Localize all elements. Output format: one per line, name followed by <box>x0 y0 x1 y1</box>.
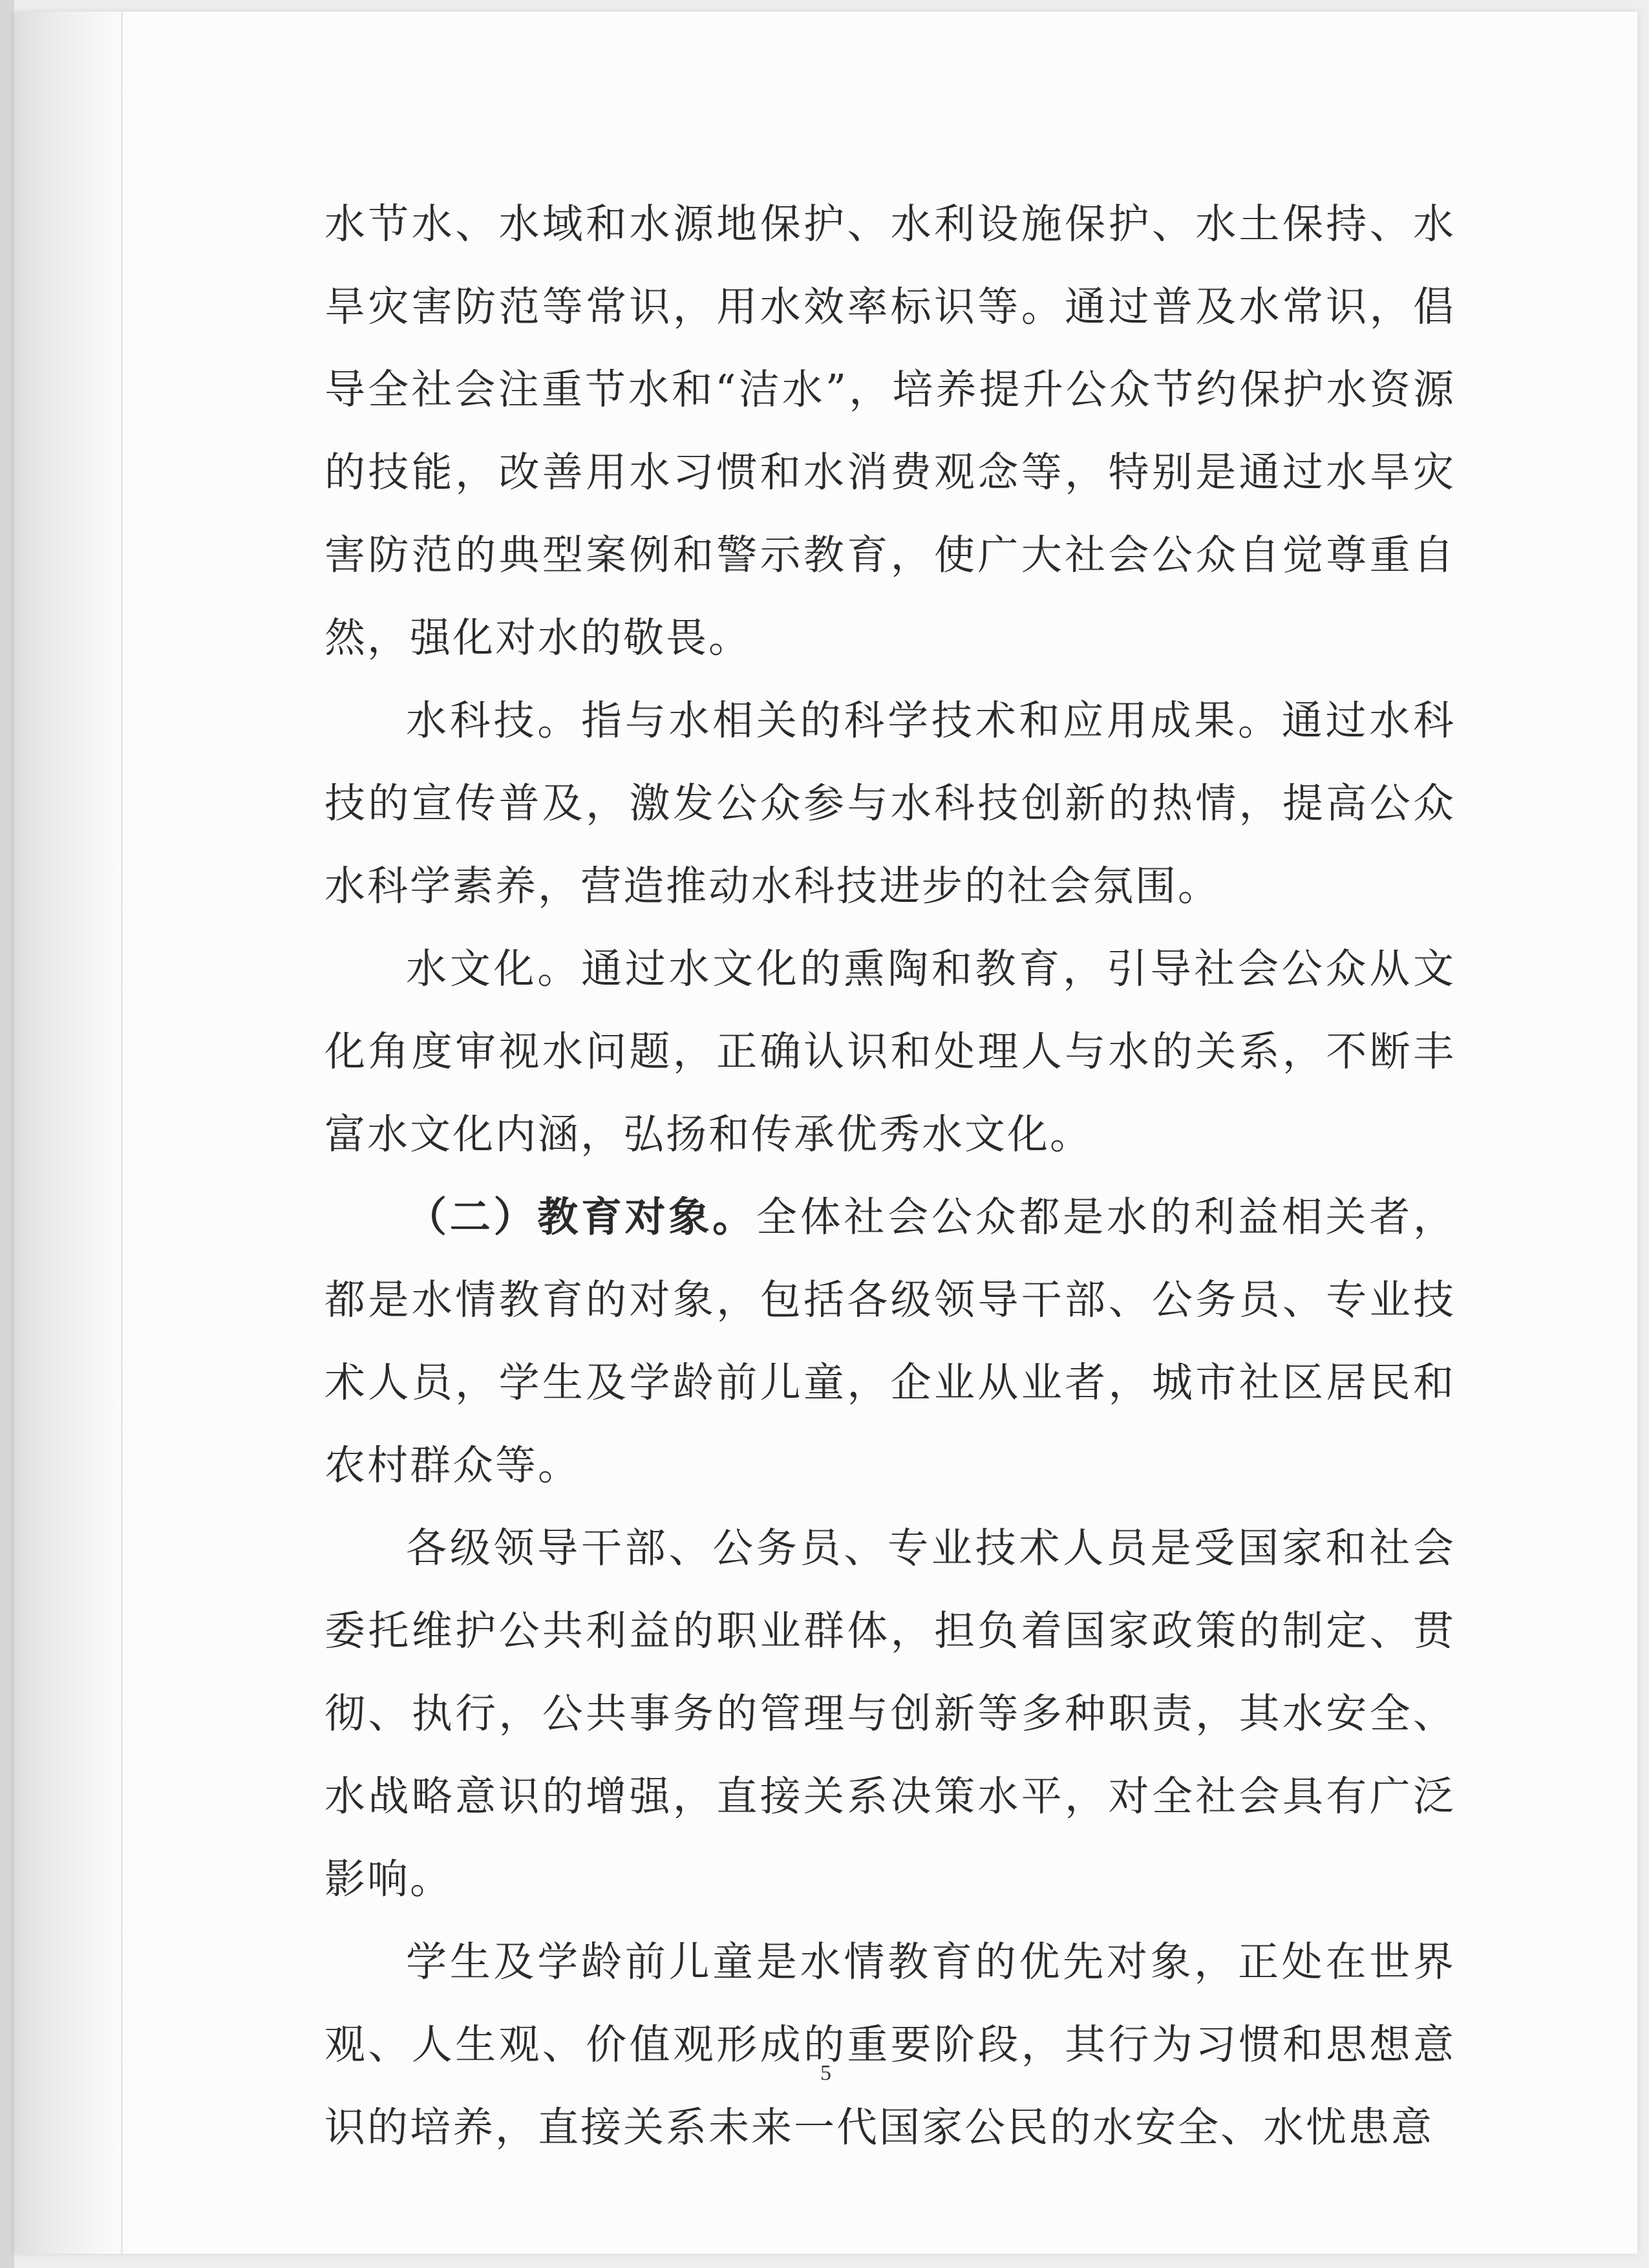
paragraph-students-children: 学生及学龄前儿童是水情教育的优先对象，正处在世界观、人生观、价值观形成的重要阶段，其行为习惯和思想意识的培养，直接关系未来一代国家公民的水安全、水忧患意 <box>324 1938 1456 2151</box>
binding-line <box>121 12 123 2254</box>
scan-background-edge <box>0 0 14 2268</box>
paragraph-water-knowledge-continued: 水节水、水域和水源地保护、水利设施保护、水土保持、水旱灾害防范等常识，用水效率标识等。通过普及水常识，倡导全社会注重节水和“洁水”，培养提升公众节约保护水资源的技能，改善用水习惯和水消费观念等，特别是通过水旱灾害防范的典型案例和警示教育，使广大社会公众自觉尊重自然，强化对水的敬畏。 <box>324 200 1456 661</box>
binding-shadow <box>14 12 131 2254</box>
section-heading-education-targets: （二）教育对象。 <box>406 1193 756 1241</box>
paragraph-leaders-officials: 各级领导干部、公务员、专业技术人员是受国家和社会委托维护公共利益的职业群体，担负着国家政策的制定、贯彻、执行，公共事务的管理与创新等多种职责，其水安全、水战略意识的增强，直接关系决策水平，对全社会具有广泛影响。 <box>324 1524 1456 1903</box>
document-page <box>14 12 1637 2254</box>
paragraph-water-culture: 水文化。通过水文化的熏陶和教育，引导社会公众从文化角度审视水问题，正确认识和处理人与水的关系，不断丰富水文化内涵，弘扬和传承优秀水文化。 <box>324 945 1456 1158</box>
page-number: 5 <box>820 2061 831 2085</box>
paragraph-education-targets <box>324 1176 1456 1507</box>
education-targets-text: 全体社会公众都是水的利益相关者，都是水情教育的对象，包括各级领导干部、公务员、专业技术人员，学生及学龄前儿童，企业从业者，城市社区居民和农村群众等。 <box>324 1193 1456 1489</box>
paragraph-water-science: 水科技。指与水相关的科学技术和应用成果。通过水科技的宣传普及，激发公众参与水科技创新的热情，提高公众水科学素养，营造推动水科技进步的社会氛围。 <box>324 697 1456 910</box>
body-text <box>324 183 1456 2169</box>
